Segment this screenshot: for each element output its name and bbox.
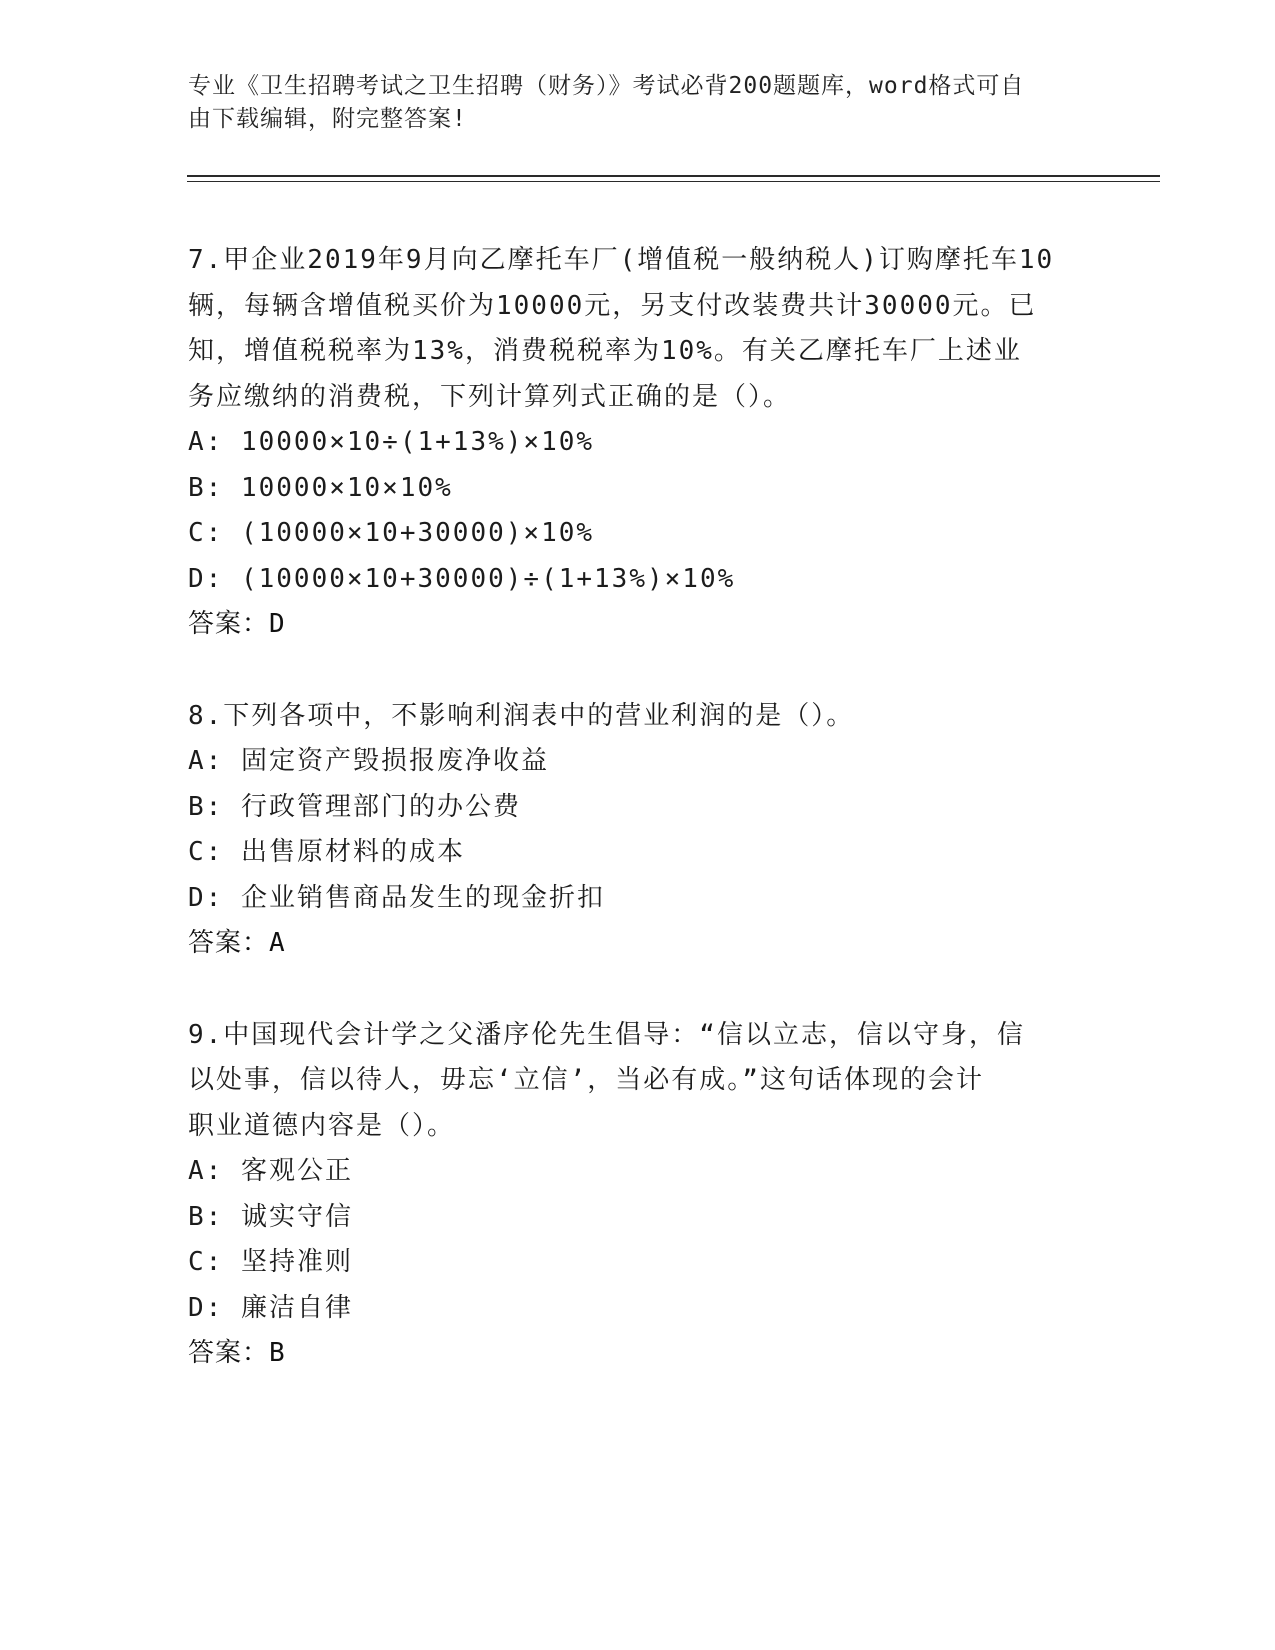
option-a: A: 固定资产毁损报废净收益 xyxy=(188,746,549,776)
answer-value: D xyxy=(269,609,286,639)
option-d: D: (10000×10+30000)÷(1+13%)×10% xyxy=(188,563,736,594)
stem-line: 9.中国现代会计学之父潘序伦先生倡导：“信以立志，信以守身，信 xyxy=(188,1019,1025,1050)
stem-line: 8.下列各项中，不影响利润表中的营业利润的是（）。 xyxy=(188,700,855,731)
question-stem xyxy=(188,238,1088,420)
stem-line: 职业道德内容是（）。 xyxy=(188,1110,456,1141)
answer-value: A xyxy=(269,928,286,958)
option-b: B: 10000×10×10% xyxy=(188,472,453,503)
answer-line xyxy=(188,1331,1088,1377)
option-a: A: 客观公正 xyxy=(188,1156,353,1186)
question-stem xyxy=(188,1013,1088,1150)
stem-line: 7.甲企业2019年9月向乙摩托车厂(增值税一般纳税人)订购摩托车10 xyxy=(188,245,1055,275)
option-d: D: 企业销售商品发生的现金折扣 xyxy=(188,882,605,913)
stem-line: 以处事，信以待人，毋忘‘立信’，当必有成。”这句话体现的会计 xyxy=(188,1065,984,1095)
stem-line: 务应缴纳的消费税，下列计算列式正确的是（）。 xyxy=(188,381,792,412)
question-list xyxy=(188,238,1088,1423)
answer-label: 答案： xyxy=(188,609,270,639)
question-7 xyxy=(188,238,1088,648)
option-a: A: 10000×10÷(1+13%)×10% xyxy=(188,427,595,457)
answer-label: 答案： xyxy=(188,928,270,958)
option-b: B: 行政管理部门的办公费 xyxy=(188,791,521,822)
answer-line xyxy=(188,921,1088,967)
header-line: 专业《卫生招聘考试之卫生招聘（财务）》考试必背200题题库，word格式可自 xyxy=(188,73,1025,99)
question-stem xyxy=(188,694,1088,740)
answer-value: B xyxy=(269,1338,286,1368)
question-8 xyxy=(188,694,1088,967)
document-header xyxy=(188,70,1088,136)
option-c: C: 出售原材料的成本 xyxy=(188,837,465,867)
stem-line: 辆，每辆含增值税买价为10000元，另支付改装费共计30000元。已 xyxy=(188,290,1037,321)
answer-label: 答案： xyxy=(188,1338,270,1368)
header-line: 由下载编辑，附完整答案! xyxy=(188,106,467,132)
stem-line: 知，增值税税率为13%，消费税税率为10%。有关乙摩托车厂上述业 xyxy=(188,336,1022,366)
option-b: B: 诚实守信 xyxy=(188,1201,353,1232)
option-c: C: (10000×10+30000)×10% xyxy=(188,518,595,548)
header-divider-secondary xyxy=(187,181,1160,182)
question-9 xyxy=(188,1013,1088,1377)
header-divider xyxy=(187,175,1160,177)
answer-line xyxy=(188,602,1088,648)
option-d: D: 廉洁自律 xyxy=(188,1292,353,1323)
option-c: C: 坚持准则 xyxy=(188,1247,353,1277)
